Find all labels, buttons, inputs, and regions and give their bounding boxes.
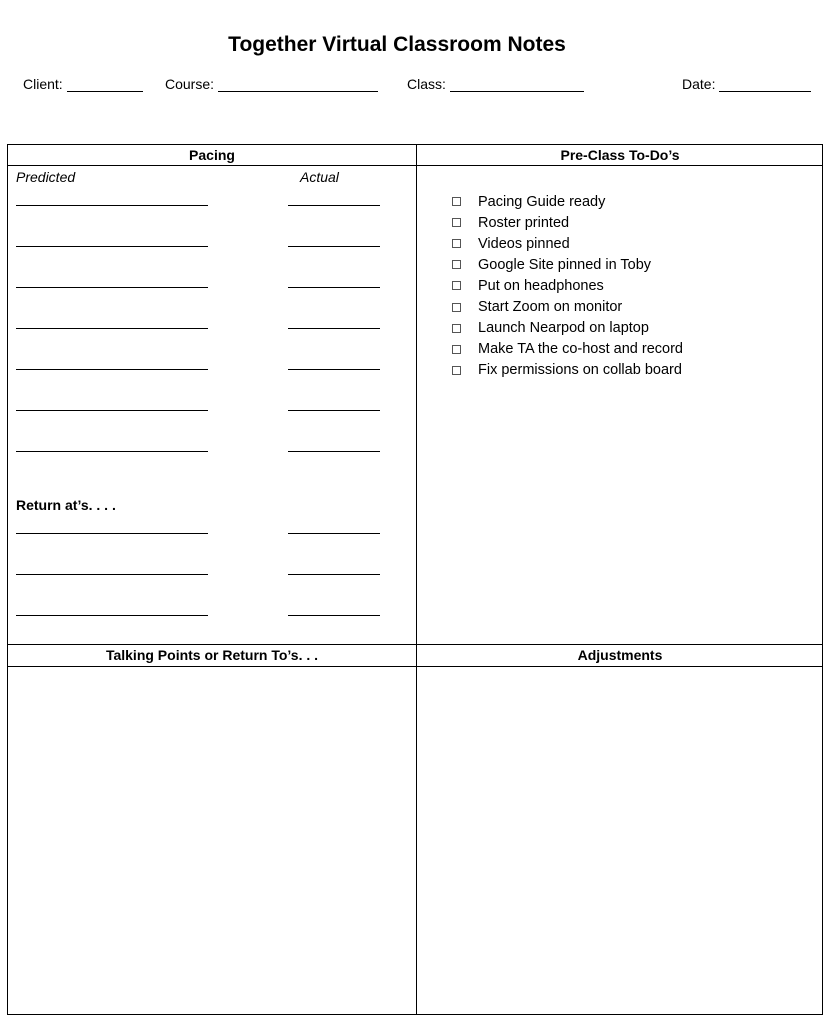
- checklist-item: [452, 318, 683, 339]
- checklist-item: [452, 212, 683, 233]
- return-predicted-line[interactable]: [16, 615, 208, 616]
- course-label: Course:: [165, 76, 215, 92]
- class-blank[interactable]: [450, 78, 584, 92]
- actual-line[interactable]: [288, 410, 380, 411]
- class-label: Class:: [407, 76, 446, 92]
- client-field[interactable]: [23, 76, 143, 92]
- checklist-item: [452, 233, 683, 254]
- talking-points-area[interactable]: [8, 667, 416, 1014]
- predicted-line[interactable]: [16, 451, 208, 452]
- return-predicted-line[interactable]: [16, 574, 208, 575]
- predicted-label: Predicted: [16, 169, 76, 185]
- checkbox[interactable]: [452, 239, 461, 248]
- actual-line[interactable]: [288, 246, 380, 247]
- checkbox[interactable]: [452, 345, 461, 354]
- checkbox[interactable]: [452, 366, 461, 375]
- checklist-item-label: Pacing Guide ready: [478, 193, 606, 210]
- checklist-item-label: Put on headphones: [478, 277, 604, 294]
- course-blank[interactable]: [218, 78, 378, 92]
- checkbox[interactable]: [452, 218, 461, 227]
- pre-class-checklist: [452, 191, 683, 381]
- notes-table: [7, 144, 823, 1015]
- checklist-item-label: Roster printed: [478, 214, 570, 231]
- adjustments-heading: Adjustments: [577, 647, 663, 663]
- actual-line[interactable]: [288, 287, 380, 288]
- course-field[interactable]: [165, 76, 378, 92]
- checklist-item-label: Videos pinned: [478, 235, 570, 252]
- checkbox[interactable]: [452, 197, 461, 206]
- pre-class-heading: Pre-Class To-Do’s: [560, 147, 680, 163]
- client-label: Client:: [23, 76, 63, 92]
- predicted-line[interactable]: [16, 287, 208, 288]
- checklist-item: [452, 254, 683, 275]
- checklist-item: [452, 339, 683, 360]
- date-blank[interactable]: [719, 78, 811, 92]
- class-field[interactable]: [407, 76, 584, 92]
- date-label: Date:: [682, 76, 716, 92]
- header-fields: [0, 76, 837, 98]
- pacing-heading: Pacing: [189, 147, 235, 163]
- predicted-line[interactable]: [16, 328, 208, 329]
- checkbox[interactable]: [452, 303, 461, 312]
- checklist-item-label: Make TA the co-host and record: [478, 341, 683, 358]
- talking-points-heading: Talking Points or Return To’s. . .: [105, 647, 319, 663]
- checkbox[interactable]: [452, 281, 461, 290]
- checklist-item: [452, 275, 683, 296]
- return-label: Return at’s. . . .: [16, 497, 116, 513]
- actual-line[interactable]: [288, 328, 380, 329]
- predicted-line[interactable]: [16, 369, 208, 370]
- adjustments-area[interactable]: [417, 667, 823, 1014]
- checklist-item-label: Google Site pinned in Toby: [478, 256, 652, 273]
- actual-label: Actual: [300, 169, 339, 185]
- checklist-item: [452, 296, 683, 317]
- predicted-line[interactable]: [16, 246, 208, 247]
- checklist-item-label: Fix permissions on collab board: [478, 362, 682, 379]
- checklist-item-label: Start Zoom on monitor: [478, 299, 623, 316]
- header-row-divider: [8, 165, 822, 166]
- predicted-line[interactable]: [16, 410, 208, 411]
- actual-line[interactable]: [288, 205, 380, 206]
- page-title: Together Virtual Classroom Notes: [228, 33, 566, 56]
- checkbox[interactable]: [452, 324, 461, 333]
- predicted-line[interactable]: [16, 205, 208, 206]
- checklist-item: [452, 191, 683, 212]
- return-actual-line[interactable]: [288, 533, 380, 534]
- return-actual-line[interactable]: [288, 574, 380, 575]
- checklist-item: [452, 360, 683, 381]
- actual-line[interactable]: [288, 369, 380, 370]
- return-actual-line[interactable]: [288, 615, 380, 616]
- date-field[interactable]: [682, 76, 811, 92]
- checkbox[interactable]: [452, 260, 461, 269]
- return-predicted-line[interactable]: [16, 533, 208, 534]
- checklist-item-label: Launch Nearpod on laptop: [478, 320, 649, 337]
- client-blank[interactable]: [67, 78, 143, 92]
- actual-line[interactable]: [288, 451, 380, 452]
